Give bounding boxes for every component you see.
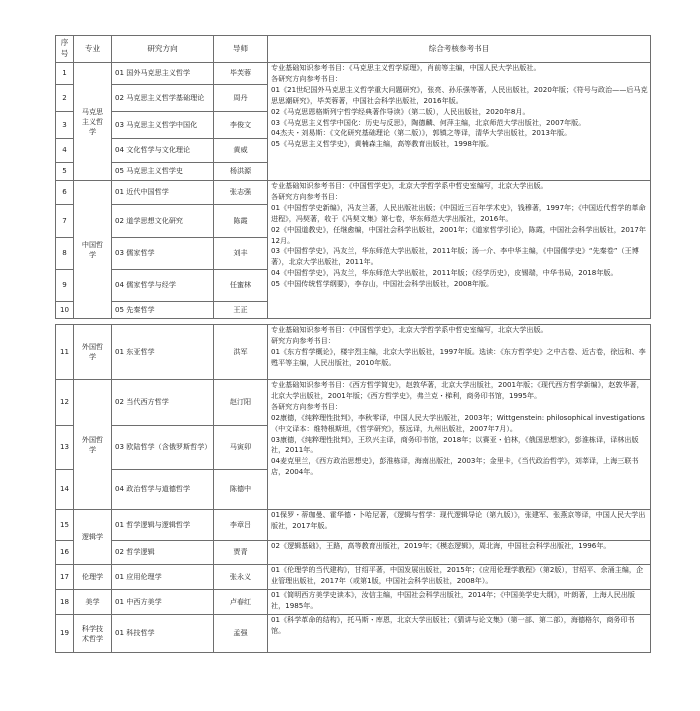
tutor-cell: 孟强 xyxy=(214,615,268,653)
row-num: 2 xyxy=(56,85,74,112)
header-direction: 研究方向 xyxy=(112,36,214,63)
row-num: 3 xyxy=(56,112,74,139)
refs-cell: 01《简明西方美学史读本》，汝信主编，中国社会科学出版社，2014年；《中国美学史大纲》，叶朗著，上海人民出版社，1985年。 xyxy=(268,590,651,615)
ref-line: 各研究方向参考书目： xyxy=(271,73,342,83)
tutor-cell: 贾青 xyxy=(214,541,268,565)
refs-cell: 02《逻辑基础》，王路，高等教育出版社，2019年；《模态逻辑》，周北海，中国社会科学出版社，1996年。 xyxy=(268,541,651,565)
row-num: 17 xyxy=(56,565,74,590)
ref-line: 专业基础知识参考书目：《马克思主义哲学原理》，肖前等主编，中国人民大学出版社。 xyxy=(271,63,541,72)
ref-line: 04《中国哲学史》，冯友兰，华东师范大学出版社，2011年版；《经学历史》，皮锡瑞，中华书局，2018年版。 xyxy=(271,268,618,278)
ref-line: 各研究方向参考书目： xyxy=(271,191,342,201)
refs-cell xyxy=(268,380,651,510)
ref-line: 专业基础知识参考书目：《中国哲学史》，北京大学哲学系中哲史室编写，北京大学出版。 xyxy=(271,181,548,190)
header-tutor: 导师 xyxy=(214,36,268,63)
direction-cell: 03 儒家哲学 xyxy=(112,238,214,270)
direction-cell: 01 科技哲学 xyxy=(112,615,214,653)
tutor-cell: 李章吕 xyxy=(214,510,268,541)
row-num: 18 xyxy=(56,590,74,615)
tutor-cell: 赵汀阳 xyxy=(214,380,268,426)
ref-line: 04麦克里兰，《西方政治思想史》，彭淮栋译，海南出版社，2003年；金里卡，《当代政治哲学》，刘莘译，上海三联书店，2004年。 xyxy=(271,456,639,477)
row-num: 1 xyxy=(56,63,74,85)
direction-cell: 04 文化哲学与文化理论 xyxy=(112,139,214,163)
major-cell: 伦理学 xyxy=(74,565,112,590)
table-row xyxy=(56,590,651,615)
reference-table xyxy=(55,35,651,653)
direction-cell: 01 近代中国哲学 xyxy=(112,181,214,205)
direction-cell: 05 先秦哲学 xyxy=(112,302,214,319)
refs-cell: 01保罗・蒂珈曼、霍华德・卜哈尼著，《逻辑与哲学：现代逻辑导论（第九版）》，张建军、张燕京等译，中国人民大学出版社，2017年版。 xyxy=(268,510,651,541)
header-num: 序号 xyxy=(56,36,74,63)
ref-line: 03《中国哲学史》，冯友兰，华东师范大学出版社，2011年版；汤一介、李中华主编，《中国儒学史》“先秦卷”（王博著），北京大学出版社，2011年。 xyxy=(271,246,639,267)
direction-cell: 04 儒家哲学与经学 xyxy=(112,270,214,302)
direction-cell: 01 中西方美学 xyxy=(112,590,214,615)
major-cell: 美学 xyxy=(74,590,112,615)
table-row xyxy=(56,541,651,565)
table-header-row xyxy=(56,36,651,63)
table-row xyxy=(56,510,651,541)
ref-line: 02《中国道教史》，任继愈编，中国社会科学出版社，2001年；《道家哲学引论》，陈霞，中国社会科学出版社，2017年12月。 xyxy=(271,224,646,245)
tutor-cell: 马寅卯 xyxy=(214,426,268,470)
tutor-cell: 卢春红 xyxy=(214,590,268,615)
ref-line: 02《马克思恩格斯列宁哲学经典著作导读》（第二版），人民出版社，2020年8月。 xyxy=(271,106,530,116)
row-num: 10 xyxy=(56,302,74,319)
tutor-cell: 张志强 xyxy=(214,181,268,205)
refs-cell: 01《科学革命的结构》，托马斯・库恩，北京大学出版社；《猜讲与论文集》（第一部、第二部），海德格尔，商务印书馆。 xyxy=(268,615,651,653)
ref-line: 03康德，《纯粹理性批判》，王玖兴主译，商务印书馆，2018年；以赛亚・伯林，《俄国思想家》，彭淮栋译，译林出版社，2011年。 xyxy=(271,434,639,455)
ref-line: 05《马克思主义哲学史》，黄楠森主编，高等教育出版社，1998年版。 xyxy=(271,139,494,149)
row-num: 11 xyxy=(56,325,74,380)
direction-cell: 04 政治哲学与道德哲学 xyxy=(112,470,214,510)
direction-cell: 02 当代西方哲学 xyxy=(112,380,214,426)
direction-cell: 01 哲学逻辑与逻辑哲学 xyxy=(112,510,214,541)
tutor-cell: 毕芙蓉 xyxy=(214,63,268,85)
row-num: 8 xyxy=(56,238,74,270)
tutor-cell: 李俊文 xyxy=(214,112,268,139)
row-num: 16 xyxy=(56,541,74,565)
table-row xyxy=(56,380,651,426)
row-num: 13 xyxy=(56,426,74,470)
table-row xyxy=(56,615,651,653)
table-row xyxy=(56,325,651,380)
tutor-cell: 陈德中 xyxy=(214,470,268,510)
ref-line: 01《东方哲学概论》，楼宇烈主编，北京大学出版社，1997年版。选读：《东方哲学史》之中古卷、近古卷，徐远和、李甦平等主编，人民出版社，2010年版。 xyxy=(271,346,646,367)
refs-cell: 01《伦理学的当代建构》，甘绍平著，中国发展出版社，2015年；《应用伦理学教程》（第2版），甘绍平、余涌主编，企业管理出版社，2017年（或第1版，中国社会科学出版社，2008年）。 xyxy=(268,565,651,590)
major-cell: 逻辑学 xyxy=(74,510,112,565)
header-major: 专业 xyxy=(74,36,112,63)
ref-line: 各研究方向参考书目： xyxy=(271,401,342,411)
ref-line: 02康德，《纯粹理性批判》，李秋零译，中国人民大学出版社，2003年；Wittgenstein: philosophical investigations（中文译本：维特根斯坦，《哲学研究》，蔡远译，九州出版社，2007年7月）。 xyxy=(271,412,645,433)
header-refs: 综合考核参考书目 xyxy=(268,36,651,63)
major-cell: 科学技术哲学 xyxy=(74,615,112,653)
row-num: 14 xyxy=(56,470,74,510)
direction-cell: 01 东亚哲学 xyxy=(112,325,214,380)
direction-cell: 02 哲学逻辑 xyxy=(112,541,214,565)
direction-cell: 03 欧陆哲学（含俄罗斯哲学） xyxy=(112,426,214,470)
ref-line: 01《中国哲学史新编》，冯友兰著，人民出版社出版；《中国近三百年学术史》，钱穆著，1997年；《中国近代哲学的革命进程》，冯契著，收于《冯契文集》第七卷，华东师范大学出版社，2016年。 xyxy=(271,202,646,223)
row-num: 4 xyxy=(56,139,74,163)
refs-cell xyxy=(268,181,651,319)
major-cell: 中国哲学 xyxy=(74,181,112,319)
refs-cell xyxy=(268,63,651,181)
row-num: 6 xyxy=(56,181,74,205)
ref-line: 04杰夫・刘易斯：《文化研究基础理论（第二版）》，郭镇之等译，清华大学出版社，2013年版。 xyxy=(271,128,572,138)
ref-line: 研究方向参考书目： xyxy=(271,335,335,345)
direction-cell: 05 马克思主义哲学史 xyxy=(112,163,214,181)
direction-cell: 01 应用伦理学 xyxy=(112,565,214,590)
ref-line: 03《马克思主义哲学中国化：历史与反思》，陶德麟、何萍主编，北京师范大学出版社，2007年版。 xyxy=(271,117,586,127)
tutor-cell: 黄威 xyxy=(214,139,268,163)
ref-line: 01《21世纪国外马克思主义哲学重大问题研究》，张亮、孙乐强等著，人民出版社，2020年版；《符号与政治——后马克思思潮研究》，毕芙蓉著，中国社会科学出版社，2016年版。 xyxy=(271,84,648,105)
direction-cell: 01 国外马克思主义哲学 xyxy=(112,63,214,85)
tutor-cell: 洪军 xyxy=(214,325,268,380)
ref-line: 专业基础知识参考书目：《西方哲学简史》，赵敦华著，北京大学出版社，2001年版；《现代西方哲学新编》，赵敦华著，北京大学出版社，2001年版；《西方哲学史》，弗兰克・梯利，商务印书馆，1995年。 xyxy=(271,380,644,400)
ref-line: 专业基础知识参考书目：《中国哲学史》，北京大学哲学系中哲史室编写，北京大学出版。 xyxy=(271,325,548,334)
tutor-cell: 任蜜林 xyxy=(214,270,268,302)
ref-line: 05《中国传统哲学纲要》，李存山，中国社会科学出版社，2008年版。 xyxy=(271,279,494,289)
major-cell: 外国哲学 xyxy=(74,380,112,510)
tutor-cell: 杨洪源 xyxy=(214,163,268,181)
row-num: 5 xyxy=(56,163,74,181)
row-num: 12 xyxy=(56,380,74,426)
tutor-cell: 刘丰 xyxy=(214,238,268,270)
major-cell: 马克思主义哲学 xyxy=(74,63,112,181)
tutor-cell: 王正 xyxy=(214,302,268,319)
row-num: 19 xyxy=(56,615,74,653)
row-num: 15 xyxy=(56,510,74,541)
direction-cell: 02 马克思主义哲学基础理论 xyxy=(112,85,214,112)
direction-cell: 02 道学思想文化研究 xyxy=(112,205,214,238)
row-num: 7 xyxy=(56,205,74,238)
table-row xyxy=(56,63,651,85)
table-row xyxy=(56,181,651,205)
direction-cell: 03 马克思主义哲学中国化 xyxy=(112,112,214,139)
tutor-cell: 周丹 xyxy=(214,85,268,112)
table-row xyxy=(56,565,651,590)
tutor-cell: 张永义 xyxy=(214,565,268,590)
refs-cell xyxy=(268,325,651,380)
row-num: 9 xyxy=(56,270,74,302)
major-cell: 外国哲学 xyxy=(74,325,112,380)
tutor-cell: 陈霞 xyxy=(214,205,268,238)
